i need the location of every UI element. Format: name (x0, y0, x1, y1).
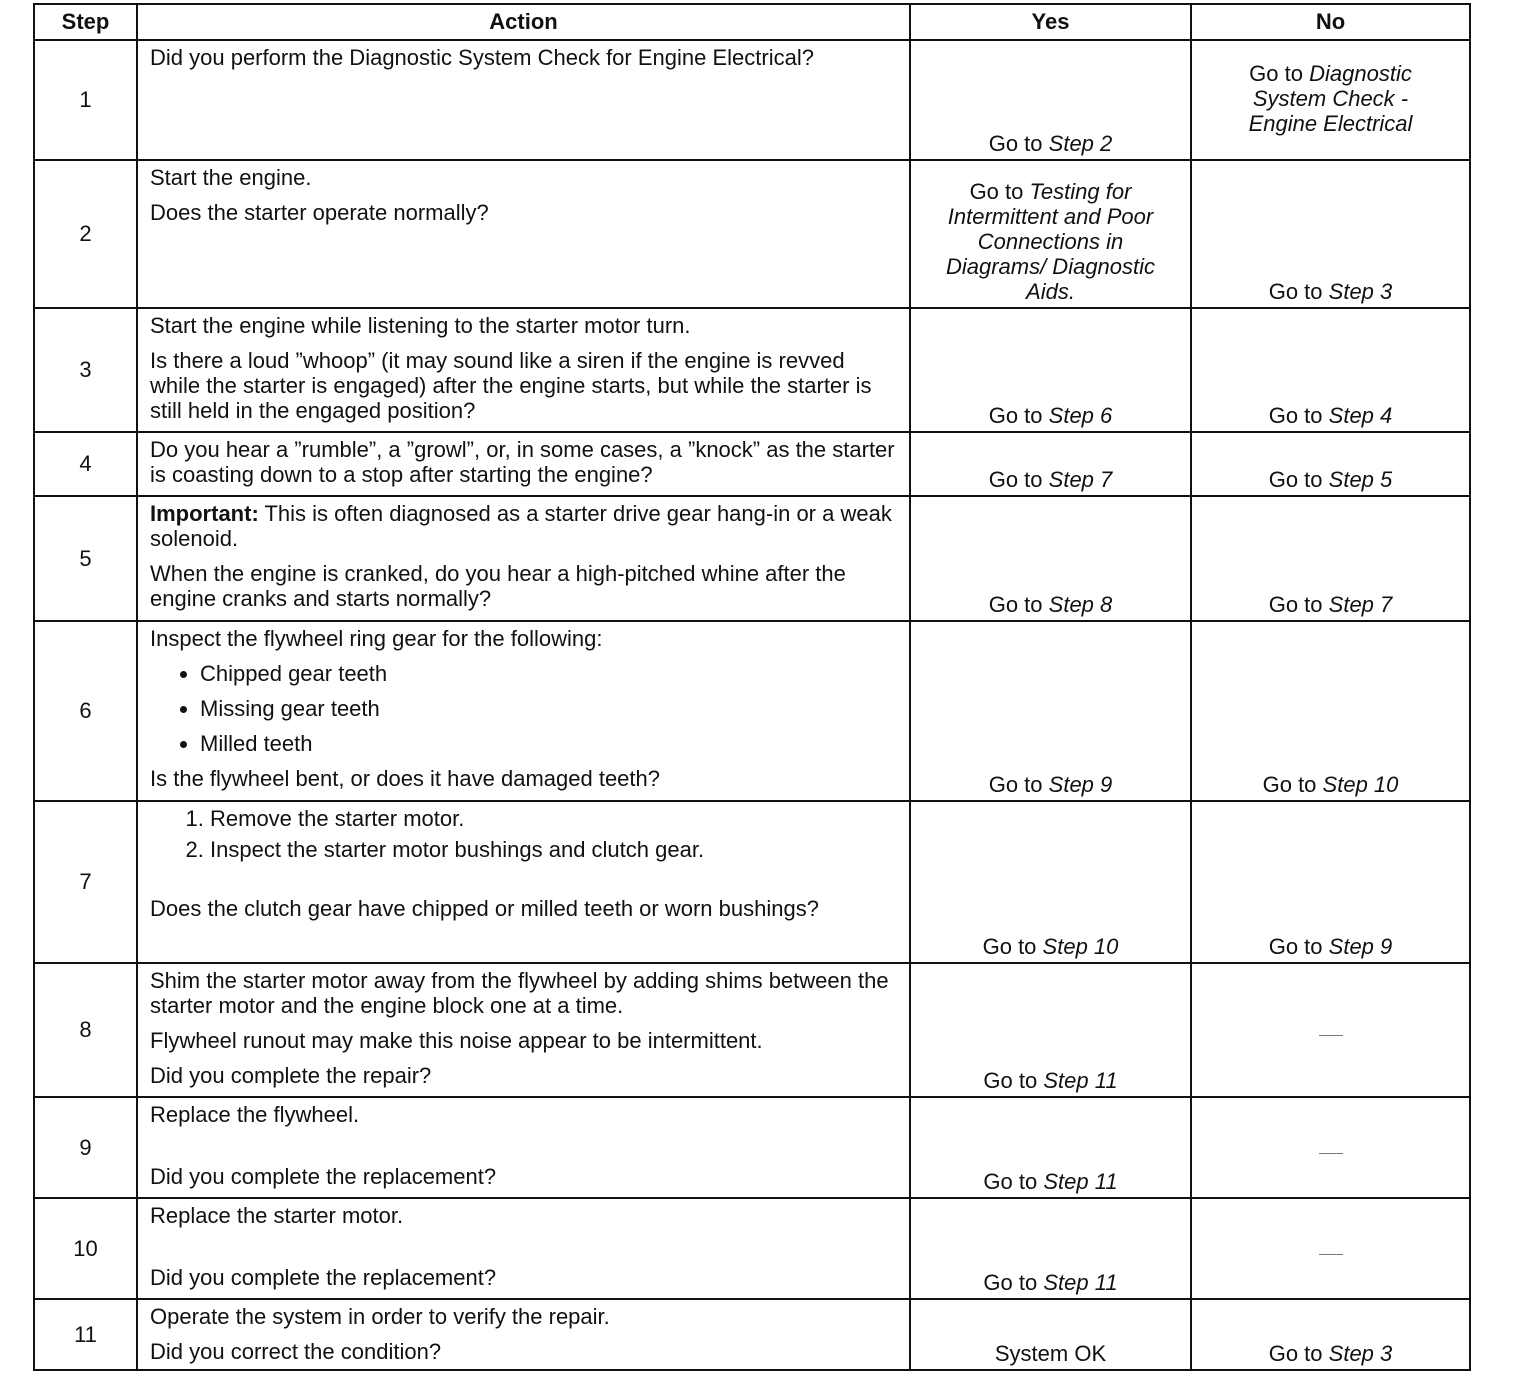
step-number: 5 (34, 496, 137, 621)
no-cell (1191, 308, 1470, 432)
result-prefix: Go to (1268, 1341, 1323, 1366)
step-number: 7 (34, 801, 137, 963)
header-yes: Yes (910, 4, 1191, 40)
action-cell (137, 1097, 910, 1198)
step-number: 2 (34, 160, 137, 308)
result-prefix: Go to (983, 1169, 1038, 1194)
action-text: Did you perform the Diagnostic System Check for Engine Electrical? (150, 45, 814, 70)
important-note (150, 501, 899, 551)
yes-cell (910, 1097, 1191, 1198)
table-row (34, 1198, 1470, 1299)
action-cell (137, 496, 910, 621)
action-question: Is there a loud ”whoop” (it may sound like a siren if the engine is revved while the starter is engaged) after the engine starts, but while the starter is still held in the engaged position? (150, 348, 872, 423)
step-number: 8 (34, 963, 137, 1097)
action-question: Is the flywheel bent, or does it have damaged teeth? (150, 766, 660, 791)
result-text: System OK (994, 1341, 1107, 1366)
action-question: Did you correct the condition? (150, 1339, 442, 1364)
result-prefix: Go to (988, 403, 1043, 428)
result-link[interactable]: Step 11 (1043, 1270, 1118, 1295)
result-prefix: Go to (988, 467, 1043, 492)
result-link[interactable]: Step 9 (1328, 934, 1393, 959)
table-row (34, 1097, 1470, 1198)
result-prefix: Go to (1268, 403, 1323, 428)
no-cell (1191, 1299, 1470, 1370)
result-prefix: Go to (969, 179, 1024, 204)
table-row (34, 308, 1470, 432)
action-text: Replace the starter motor. (150, 1203, 404, 1228)
table-row (34, 963, 1470, 1097)
action-question: Do you hear a ”rumble”, a ”growl”, or, in some cases, a ”knock” as the starter is coasting down to a stop after starting the engine? (150, 437, 895, 487)
list-item: 1. Remove the starter motor. (210, 806, 899, 831)
table-row (34, 1299, 1470, 1370)
result-prefix: Go to (1268, 934, 1323, 959)
action-cell (137, 801, 910, 963)
no-cell (1191, 432, 1470, 496)
yes-cell (910, 621, 1191, 801)
list-item: • Chipped gear teeth (200, 661, 899, 686)
diagnostic-table (33, 3, 1471, 1371)
table-row (34, 496, 1470, 621)
step-number: 3 (34, 308, 137, 432)
result-prefix: Go to (1268, 592, 1323, 617)
yes-cell (910, 1198, 1191, 1299)
action-text: Start the engine while listening to the starter motor turn. (150, 313, 691, 338)
result-link[interactable]: Step 2 (1048, 131, 1113, 156)
no-cell (1191, 1198, 1470, 1299)
procedure-list (150, 806, 899, 862)
action-cell (137, 1299, 910, 1370)
list-item: • Milled teeth (200, 731, 899, 756)
result-link[interactable]: Step 7 (1048, 467, 1113, 492)
action-cell (137, 160, 910, 308)
action-cell (137, 621, 910, 801)
result-link[interactable]: Diagnostic System Check - Engine Electrical (1248, 61, 1413, 136)
header-row (34, 4, 1470, 40)
no-cell (1191, 496, 1470, 621)
no-cell (1191, 963, 1470, 1097)
header-no: No (1191, 4, 1470, 40)
no-cell (1191, 40, 1470, 160)
step-number: 1 (34, 40, 137, 160)
empty-dash (1319, 1254, 1343, 1255)
action-cell (137, 432, 910, 496)
result-prefix: Go to (988, 592, 1043, 617)
table-row (34, 801, 1470, 963)
result-prefix: Go to (988, 131, 1043, 156)
list-item: • Missing gear teeth (200, 696, 899, 721)
yes-cell (910, 432, 1191, 496)
yes-cell (910, 1299, 1191, 1370)
action-question: Does the clutch gear have chipped or milled teeth or worn bushings? (150, 896, 819, 921)
action-text: Start the engine. (150, 165, 312, 190)
result-link[interactable]: Step 3 (1328, 1341, 1393, 1366)
step-number: 9 (34, 1097, 137, 1198)
result-link[interactable]: Step 10 (1042, 934, 1119, 959)
empty-dash (1319, 1153, 1343, 1154)
step-number: 10 (34, 1198, 137, 1299)
table-row (34, 621, 1470, 801)
result-link[interactable]: Step 11 (1043, 1169, 1118, 1194)
action-question: Did you complete the repair? (150, 1063, 432, 1088)
action-question: Does the starter operate normally? (150, 200, 489, 225)
action-question: When the engine is cranked, do you hear a high-pitched whine after the engine cranks and starts normally? (150, 561, 846, 611)
yes-cell (910, 160, 1191, 308)
yes-cell (910, 308, 1191, 432)
action-question: Did you complete the replacement? (150, 1164, 497, 1189)
result-link[interactable]: Step 8 (1048, 592, 1113, 617)
result-link[interactable]: Step 9 (1048, 772, 1113, 797)
header-action: Action (137, 4, 910, 40)
action-cell (137, 40, 910, 160)
result-link[interactable]: Step 4 (1328, 403, 1393, 428)
yes-cell (910, 40, 1191, 160)
table-row (34, 160, 1470, 308)
action-text: Replace the flywheel. (150, 1102, 360, 1127)
important-label: Important: (150, 501, 259, 526)
result-prefix: Go to (982, 934, 1037, 959)
step-number: 11 (34, 1299, 137, 1370)
result-link[interactable]: Step 6 (1048, 403, 1113, 428)
action-question: Did you complete the replacement? (150, 1265, 497, 1290)
yes-cell (910, 496, 1191, 621)
table-row (34, 40, 1470, 160)
header-step: Step (34, 4, 137, 40)
action-cell (137, 1198, 910, 1299)
result-prefix: Go to (1268, 467, 1323, 492)
action-text: Shim the starter motor away from the flywheel by adding shims between the starter motor and the engine block one at a time. (150, 968, 889, 1018)
list-item: 2. Inspect the starter motor bushings and clutch gear. (210, 837, 899, 862)
action-text: Inspect the flywheel ring gear for the following: (150, 626, 603, 651)
action-cell (137, 308, 910, 432)
result-link[interactable]: Testing for Intermittent and Poor Connections in Diagrams/ Diagnostic Aids. (945, 179, 1156, 304)
result-link[interactable]: Step 5 (1328, 467, 1393, 492)
action-text: Operate the system in order to verify the repair. (150, 1304, 610, 1329)
table-row (34, 432, 1470, 496)
result-link[interactable]: Step 7 (1328, 592, 1393, 617)
empty-dash (1319, 1035, 1343, 1036)
step-number: 4 (34, 432, 137, 496)
action-note: Flywheel runout may make this noise appear to be intermittent. (150, 1028, 763, 1053)
result-link[interactable]: Step 3 (1328, 279, 1393, 304)
result-prefix: Go to (988, 772, 1043, 797)
step-number: 6 (34, 621, 137, 801)
result-link[interactable]: Step 11 (1043, 1068, 1118, 1093)
result-link[interactable]: Step 10 (1322, 772, 1399, 797)
important-text: This is often diagnosed as a starter drive gear hang-in or a weak solenoid. (150, 501, 892, 551)
result-prefix: Go to (1268, 279, 1323, 304)
no-cell (1191, 160, 1470, 308)
result-prefix: Go to (1249, 61, 1303, 86)
result-prefix: Go to (983, 1270, 1038, 1295)
yes-cell (910, 801, 1191, 963)
inspection-list (150, 661, 899, 756)
action-cell (137, 963, 910, 1097)
result-prefix: Go to (1262, 772, 1317, 797)
no-cell (1191, 801, 1470, 963)
result-prefix: Go to (983, 1068, 1038, 1093)
no-cell (1191, 1097, 1470, 1198)
yes-cell (910, 963, 1191, 1097)
no-cell (1191, 621, 1470, 801)
